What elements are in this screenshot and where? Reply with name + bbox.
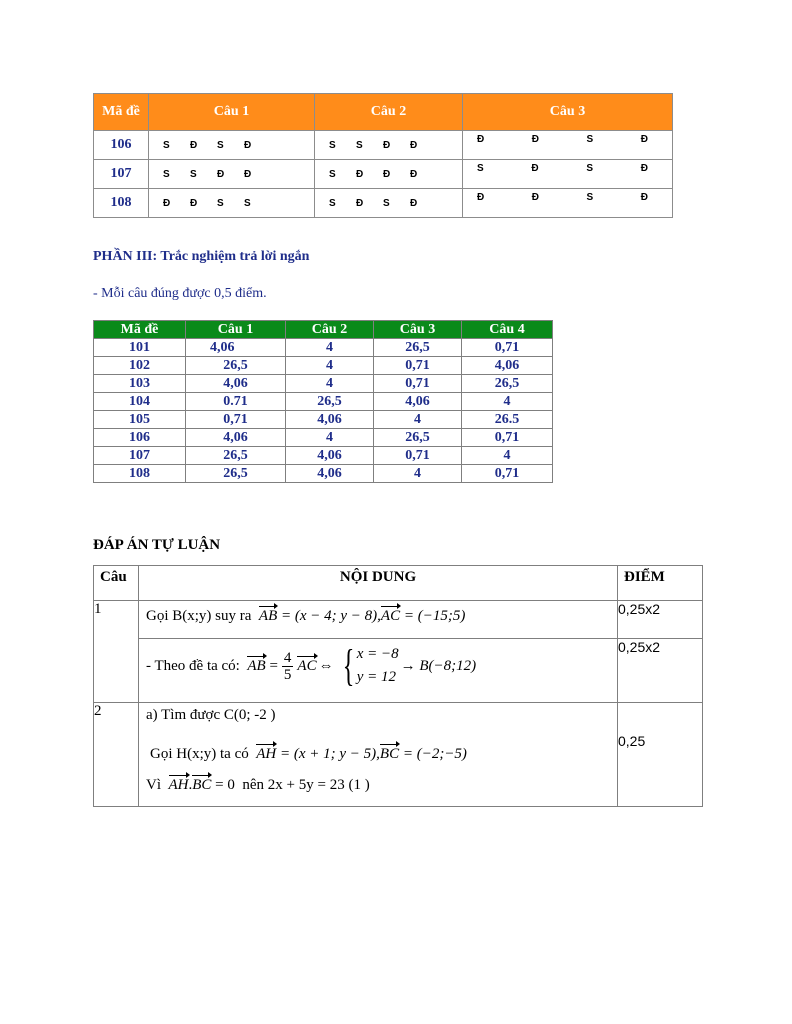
header-ma-de: Mã đề	[94, 321, 186, 339]
vector-ab: AB	[247, 657, 266, 674]
answers-cau-3: S Đ S Đ	[463, 160, 673, 189]
table-cell: 4,06	[374, 393, 462, 411]
essay-title: ĐÁP ÁN TỰ LUẬN	[93, 537, 221, 553]
vector-bc: BC	[379, 745, 400, 762]
table-cell: 4	[286, 357, 374, 375]
answer-table-part2	[93, 93, 673, 218]
q2-line2: Gọi H(x;y) ta có AH = (x + 1; y − 5), BC = (−2;−5)	[150, 745, 467, 762]
answers-cau-2: S Đ Đ Đ	[315, 160, 463, 189]
table-cell: 4,06	[286, 411, 374, 429]
table-cell: 4	[286, 429, 374, 447]
question-number: 1	[94, 601, 139, 703]
part3-title: PHẦN III: Trắc nghiệm trả lời ngắn	[93, 249, 310, 264]
exam-code: 107	[94, 160, 149, 189]
question-number: 2	[94, 703, 139, 807]
essay-answer-table	[93, 565, 703, 807]
exam-code: 104	[94, 393, 186, 411]
answers-cau-1: Đ Đ S S	[149, 189, 315, 218]
vector-ah: AH	[168, 776, 189, 793]
table-cell: 4,06	[286, 465, 374, 483]
table-row	[94, 465, 553, 483]
table-row	[94, 703, 703, 807]
header-noi-dung: NỘI DUNG	[139, 566, 618, 601]
table-cell: 0.71	[186, 393, 286, 411]
table-cell: 0,71	[374, 447, 462, 465]
header-cau-3: Câu 3	[463, 94, 673, 131]
table-cell: 4	[462, 393, 553, 411]
exam-code: 103	[94, 375, 186, 393]
brace-icon: {	[342, 641, 354, 690]
table-row	[94, 160, 673, 189]
table-cell: 26,5	[374, 339, 462, 357]
points: 0,25	[618, 703, 703, 807]
header-cau-2: Câu 2	[286, 321, 374, 339]
q2-content	[139, 703, 618, 807]
header-cau-1: Câu 1	[149, 94, 315, 131]
vector-bc: BC	[192, 776, 212, 793]
header-ma-de: Mã đề	[94, 94, 149, 131]
part3-scoring-note: - Mỗi câu đúng được 0,5 điểm.	[93, 286, 267, 301]
table-cell: 4	[374, 465, 462, 483]
answers-cau-3: Đ Đ S Đ	[463, 189, 673, 218]
exam-code: 102	[94, 357, 186, 375]
header-diem: ĐIỂM	[618, 566, 703, 601]
table-cell: 4,06	[186, 375, 286, 393]
table-row	[94, 429, 553, 447]
table-cell: 4,06	[286, 447, 374, 465]
table-cell: 26,5	[186, 357, 286, 375]
table-row	[94, 601, 703, 639]
table-cell: 26.5	[462, 411, 553, 429]
points: 0,25x2	[618, 639, 703, 703]
table-cell: 4,06	[462, 357, 553, 375]
q1-line2: - Theo đề ta có: AB = $\frac{4}{5}$ AC ⇔ { x = −8 y = 12 → B(−8;12)	[139, 639, 618, 703]
table-row	[94, 131, 673, 160]
exam-code: 105	[94, 411, 186, 429]
answers-cau-2: S Đ S Đ	[315, 189, 463, 218]
answers-cau-1: S Đ S Đ	[149, 131, 315, 160]
table-header-row	[94, 94, 673, 131]
q2-line1: a) Tìm được C(0; -2 )	[146, 707, 276, 723]
exam-code: 101	[94, 339, 186, 357]
header-cau-1: Câu 1	[186, 321, 286, 339]
table-cell: 4	[286, 375, 374, 393]
table-row	[94, 639, 703, 703]
table-cell: 0,71	[374, 357, 462, 375]
fraction: $\frac{4}{5}$	[283, 649, 292, 683]
table-header-row	[94, 321, 553, 339]
answers-cau-1: S S Đ Đ	[149, 160, 315, 189]
vector-ac: AC	[380, 608, 401, 624]
vector-ab: AB	[258, 608, 278, 624]
exam-code: 108	[94, 189, 149, 218]
table-cell: 26,5	[374, 429, 462, 447]
equation-system: { x = −8 y = 12	[342, 641, 399, 690]
table-cell: 4	[374, 411, 462, 429]
header-cau-2: Câu 2	[315, 94, 463, 131]
table-row	[94, 189, 673, 218]
table-cell: 0,71	[462, 465, 553, 483]
table-cell: 0,71	[462, 339, 553, 357]
table-cell: 26,5	[462, 375, 553, 393]
table-row	[94, 339, 553, 357]
table-cell: 0,71	[462, 429, 553, 447]
exam-code: 106	[94, 429, 186, 447]
answers-cau-2: S S Đ Đ	[315, 131, 463, 160]
table-cell: 26,5	[186, 465, 286, 483]
table-row	[94, 393, 553, 411]
table-cell: 4,06	[186, 339, 286, 357]
q2-line3: Vì AH . BC = 0 nên 2x + 5y = 23 (1 )	[146, 776, 370, 793]
table-cell: 4	[286, 339, 374, 357]
exam-code: 107	[94, 447, 186, 465]
answer-table-part3	[93, 320, 553, 483]
exam-code: 108	[94, 465, 186, 483]
table-cell: 4	[462, 447, 553, 465]
table-header-row	[94, 566, 703, 601]
table-row	[94, 411, 553, 429]
exam-code: 106	[94, 131, 149, 160]
table-cell: 0,71	[374, 375, 462, 393]
vector-ah: AH	[256, 745, 277, 762]
table-cell: 0,71	[186, 411, 286, 429]
q1-line1: Gọi B(x;y) suy ra AB = (x − 4; y − 8), AC = (−15;5)	[139, 601, 618, 639]
answers-cau-3: Đ Đ S Đ	[463, 131, 673, 160]
points: 0,25x2	[618, 601, 703, 639]
table-row	[94, 375, 553, 393]
header-cau-3: Câu 3	[374, 321, 462, 339]
table-row	[94, 447, 553, 465]
table-row	[94, 357, 553, 375]
vector-ac: AC	[297, 657, 317, 674]
header-cau: Câu	[94, 566, 139, 601]
table-cell: 26,5	[186, 447, 286, 465]
table-cell: 26,5	[286, 393, 374, 411]
table-cell: 4,06	[186, 429, 286, 447]
header-cau-4: Câu 4	[462, 321, 553, 339]
